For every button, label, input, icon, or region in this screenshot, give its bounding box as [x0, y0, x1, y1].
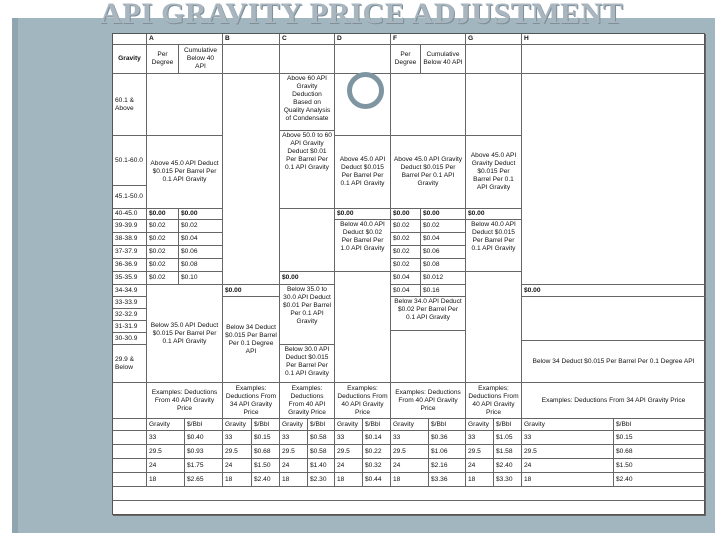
- c-zero: $0.00: [280, 272, 335, 285]
- per-degree-header-a: Per Degree: [147, 45, 179, 74]
- gravity-range-7: 36-36.9: [113, 259, 147, 272]
- slide-title: API GRAVITY PRICE ADJUSTMENT: [100, 0, 624, 30]
- example-bbl-c-0: $0.58: [308, 431, 335, 445]
- a-cumulative-2: $0.04: [179, 233, 223, 246]
- header-h-blank: [522, 45, 706, 74]
- d-above45-note: Above 45.0 API Deduct $0.015 Per Barrel Per 0.1 API Gravity: [335, 136, 391, 209]
- g-zero: $0.00: [466, 209, 522, 220]
- examples-header-c: Examples: Deductions From 40 API Gravity Price: [280, 383, 335, 419]
- gravity-range-6: 37-37.9: [113, 246, 147, 259]
- example-bbl-b-2: $1.50: [252, 459, 280, 473]
- example-bbl-label-a: $/Bbl: [185, 419, 223, 431]
- example-row-blank-2: [113, 459, 147, 473]
- example-gravity-b-0: 33: [223, 431, 252, 445]
- f-below34-note: Below 34.0 API Deduct $0.02 Per Barrel Per 0.1 API Gravity: [391, 297, 466, 331]
- example-bbl-label-f: $/Bbl: [429, 419, 466, 431]
- example-gravity-d-0: 33: [335, 431, 363, 445]
- example-bbl-h-3: $2.40: [614, 473, 706, 487]
- examples-header-g: Examples: Deductions From 40 API Gravity Price: [466, 383, 522, 419]
- examples-header-b: Examples: Deductions From 34 API Gravity Price: [223, 383, 280, 419]
- c-below30-note: Below 30.0 API Deduct $0.015 Per Barrel Per 0.1 API Gravity: [280, 345, 335, 383]
- gravity-range-8: 35-35.9: [113, 272, 147, 285]
- a-below35-note: Below 35.0 API Deduct $0.015 Per Barrel Per 0.1 API Gravity: [147, 285, 223, 383]
- example-gravity-label-c: Gravity: [280, 419, 308, 431]
- example-gravity-h-0: 33: [522, 431, 614, 445]
- example-gravity-h-1: 29.5: [522, 445, 614, 459]
- a-cumulative-1: $0.02: [179, 220, 223, 233]
- a-per-degree-3: $0.02: [147, 246, 179, 259]
- example-gravity-c-0: 33: [280, 431, 308, 445]
- examples-blank: [113, 383, 147, 419]
- f-cumulative-4: $0.08: [421, 259, 466, 272]
- a-above45-note: Above 45.0 API Deduct $0.015 Per Barrel Per 0.1 API Gravity: [147, 136, 223, 209]
- example-bbl-b-0: $0.15: [252, 431, 280, 445]
- col-header-b: B: [223, 34, 280, 45]
- example-gravity-a-2: 24: [147, 459, 185, 473]
- g-blank-low: [466, 272, 522, 383]
- f-cumulative-6: $0.16: [421, 285, 466, 297]
- example-gravity-g-2: 24: [466, 459, 494, 473]
- example-gravity-g-3: 18: [466, 473, 494, 487]
- gravity-range-0: 60.1 & Above: [113, 74, 147, 136]
- gravity-range-13: 30-30.9: [113, 333, 147, 345]
- empty-row-1: [113, 501, 706, 516]
- example-bbl-g-2: $2.40: [494, 459, 522, 473]
- examples-header-d: Examples: Deductions From 40 API Gravity Price: [335, 383, 391, 419]
- example-gravity-a-0: 33: [147, 431, 185, 445]
- example-bbl-g-1: $1.58: [494, 445, 522, 459]
- example-bbl-label-h: $/Bbl: [614, 419, 706, 431]
- d-below40-note: Below 40.0 API Deduct $0.02 Per Barrel Per 1.0 API Gravity: [335, 220, 391, 272]
- f-cumulative-3: $0.06: [421, 246, 466, 259]
- a-per-degree-4: $0.02: [147, 259, 179, 272]
- g-below40-note: Below 40.0 API Deduct $0.015 Per Barrel Per 0.1 API Gravity: [466, 220, 522, 272]
- example-gravity-f-3: 18: [391, 473, 429, 487]
- gravity-range-11: 32-32.9: [113, 309, 147, 321]
- example-gravity-f-2: 24: [391, 459, 429, 473]
- b-below34-note: Below 34 Deduct $0.015 Per Barrel Per 0.1 Degree API: [223, 297, 280, 383]
- g-blank-top: [466, 74, 522, 136]
- f-per-degree-2: $0.02: [391, 233, 421, 246]
- a-cumulative-5: $0.10: [179, 272, 223, 285]
- example-bbl-a-3: $2.65: [185, 473, 223, 487]
- gravity-range-10: 33-33.9: [113, 297, 147, 309]
- f-per-degree-3: $0.02: [391, 246, 421, 259]
- example-bbl-label-d: $/Bbl: [363, 419, 391, 431]
- example-bbl-f-3: $3.36: [429, 473, 466, 487]
- example-bbl-g-0: $1.05: [494, 431, 522, 445]
- a-above60-blank: [147, 74, 223, 136]
- example-gravity-f-0: 33: [391, 431, 429, 445]
- example-gravity-c-3: 18: [280, 473, 308, 487]
- example-bbl-label-c: $/Bbl: [308, 419, 335, 431]
- example-gravity-d-2: 24: [335, 459, 363, 473]
- example-gravity-c-2: 24: [280, 459, 308, 473]
- per-degree-header-f: Per Degree: [391, 45, 421, 74]
- f-cumulative-5: $0.012: [421, 272, 466, 285]
- h-blank-upper: [522, 74, 706, 285]
- example-bbl-a-0: $0.40: [185, 431, 223, 445]
- col-header-h: H: [522, 34, 706, 45]
- f-per-degree-6: $0.04: [391, 285, 421, 297]
- col-header-g: G: [466, 34, 522, 45]
- cum-header-a: Cumulative Below 40 API: [179, 45, 223, 74]
- f-cumulative-1: $0.02: [421, 220, 466, 233]
- d-zero: $0.00: [335, 209, 391, 220]
- example-gravity-a-3: 18: [147, 473, 185, 487]
- col-header-a: A: [147, 34, 223, 45]
- example-bbl-h-0: $0.15: [614, 431, 706, 445]
- header-d-blank: [335, 45, 391, 74]
- example-gravity-d-1: 29.5: [335, 445, 363, 459]
- example-gravity-h-3: 18: [522, 473, 614, 487]
- a-cumulative-3: $0.06: [179, 246, 223, 259]
- example-gravity-g-1: 29.5: [466, 445, 494, 459]
- a-per-degree-1: $0.02: [147, 220, 179, 233]
- example-gravity-b-3: 18: [223, 473, 252, 487]
- example-gravity-c-1: 29.5: [280, 445, 308, 459]
- f-per-degree-4: $0.02: [391, 259, 421, 272]
- gravity-range-9: 34-34.9: [113, 285, 147, 297]
- example-gravity-a-1: 29.5: [147, 445, 185, 459]
- h-zero: $0.00: [522, 285, 706, 297]
- example-bbl-f-1: $1.06: [429, 445, 466, 459]
- example-bbl-d-2: $0.32: [363, 459, 391, 473]
- gravity-range-3: 40-45.0: [113, 209, 147, 220]
- col-header-d: D: [335, 34, 391, 45]
- h-below34-note: Below 34 Deduct $0.015 Per Barrel Per 0.1 Degree API: [522, 341, 706, 383]
- example-bbl-label-b: $/Bbl: [252, 419, 280, 431]
- example-row-blank-3: [113, 473, 147, 487]
- gravity-header: Gravity: [113, 45, 147, 74]
- header-c-blank: [280, 45, 335, 74]
- example-gravity-f-1: 29.5: [391, 445, 429, 459]
- f-above45-note: Above 45.0 API Gravity Deduct $0.015 Per Barrel Per 0.1 API Gravity: [391, 136, 466, 209]
- gravity-range-14: 29.9 & Below: [113, 345, 147, 383]
- gravity-range-1: 50.1-60.0: [113, 136, 147, 186]
- example-gravity-label-g: Gravity: [466, 419, 494, 431]
- example-bbl-f-2: $2.16: [429, 459, 466, 473]
- b-zero: $0.00: [223, 285, 280, 297]
- c-above50-note: Above 50.0 to 60 API Gravity Deduct $0.01 Per Barrel Per 0.1 API Gravity: [280, 131, 335, 209]
- example-bbl-c-2: $1.40: [308, 459, 335, 473]
- a-cumulative-0: $0.00: [179, 209, 223, 220]
- f-cumulative-0: $0.00: [421, 209, 466, 220]
- example-gravity-h-2: 24: [522, 459, 614, 473]
- example-bbl-b-3: $2.40: [252, 473, 280, 487]
- c-above60-note: Above 60 API Gravity Deduction Based on Quality Analysis of Condensate: [280, 74, 335, 131]
- h-blank-mid: [522, 297, 706, 341]
- c-below35-note: Below 35.0 to 30.0 API Deduct $0.01 Per Barrel Per 0.1 API Gravity: [280, 285, 335, 345]
- f-per-degree-1: $0.02: [391, 220, 421, 233]
- example-gravity-label-d: Gravity: [335, 419, 363, 431]
- example-bbl-c-1: $0.58: [308, 445, 335, 459]
- f-per-degree-5: $0.04: [391, 272, 421, 285]
- label-row-blank: [113, 419, 147, 431]
- gravity-range-4: 39-39.9: [113, 220, 147, 233]
- c-blank-mid: [280, 209, 335, 272]
- col-header-f: F: [391, 34, 466, 45]
- example-gravity-b-2: 24: [223, 459, 252, 473]
- gravity-range-12: 31-31.9: [113, 321, 147, 333]
- example-gravity-b-1: 29.5: [223, 445, 252, 459]
- example-bbl-d-0: $0.14: [363, 431, 391, 445]
- example-bbl-f-0: $0.36: [429, 431, 466, 445]
- example-bbl-c-3: $2.30: [308, 473, 335, 487]
- example-gravity-label-f: Gravity: [391, 419, 429, 431]
- a-cumulative-4: $0.08: [179, 259, 223, 272]
- example-bbl-g-3: $3.30: [494, 473, 522, 487]
- example-gravity-label-b: Gravity: [223, 419, 252, 431]
- example-bbl-label-g: $/Bbl: [494, 419, 522, 431]
- f-cumulative-2: $0.04: [421, 233, 466, 246]
- example-gravity-d-3: 18: [335, 473, 363, 487]
- example-row-blank-1: [113, 445, 147, 459]
- f-blank-low: [391, 331, 466, 383]
- example-bbl-d-3: $0.44: [363, 473, 391, 487]
- empty-row-0: [113, 487, 706, 501]
- examples-header-a: Examples: Deductions From 40 API Gravity Price: [147, 383, 223, 419]
- a-per-degree-5: $0.02: [147, 272, 179, 285]
- col-header-blank: [113, 34, 147, 45]
- example-row-blank-0: [113, 431, 147, 445]
- d-blank-low: [335, 272, 391, 383]
- example-gravity-label-a: Gravity: [147, 419, 185, 431]
- example-gravity-g-0: 33: [466, 431, 494, 445]
- price-adjustment-table: [112, 33, 705, 515]
- gravity-range-5: 38-38.9: [113, 233, 147, 246]
- a-per-degree-0: $0.00: [147, 209, 179, 220]
- examples-header-f: Examples: Deductions From 40 API Gravity Price: [391, 383, 466, 419]
- b-blank-upper: [223, 74, 280, 285]
- header-g-blank: [466, 45, 522, 74]
- example-bbl-h-2: $1.50: [614, 459, 706, 473]
- example-bbl-b-1: $0.68: [252, 445, 280, 459]
- example-bbl-h-1: $0.68: [614, 445, 706, 459]
- examples-header-h: Examples: Deductions From 34 API Gravity Price: [522, 383, 706, 419]
- col-header-c: C: [280, 34, 335, 45]
- example-bbl-d-1: $0.22: [363, 445, 391, 459]
- f-per-degree-0: $0.00: [391, 209, 421, 220]
- ring-decoration: [347, 72, 384, 109]
- f-blank-top: [391, 74, 466, 136]
- example-bbl-a-2: $1.75: [185, 459, 223, 473]
- example-bbl-a-1: $0.93: [185, 445, 223, 459]
- a-per-degree-2: $0.02: [147, 233, 179, 246]
- header-b-blank: [223, 45, 280, 74]
- slide-frame-edge: [12, 18, 18, 533]
- g-above45-note: Above 45.0 API Gravity Deduct $0.015 Per Barrel Per 0.1 API Gravity: [466, 136, 522, 209]
- cum-header-f: Cumulative Below 40 API: [421, 45, 466, 74]
- gravity-range-2: 45.1-50.0: [113, 186, 147, 209]
- example-gravity-label-h: Gravity: [522, 419, 614, 431]
